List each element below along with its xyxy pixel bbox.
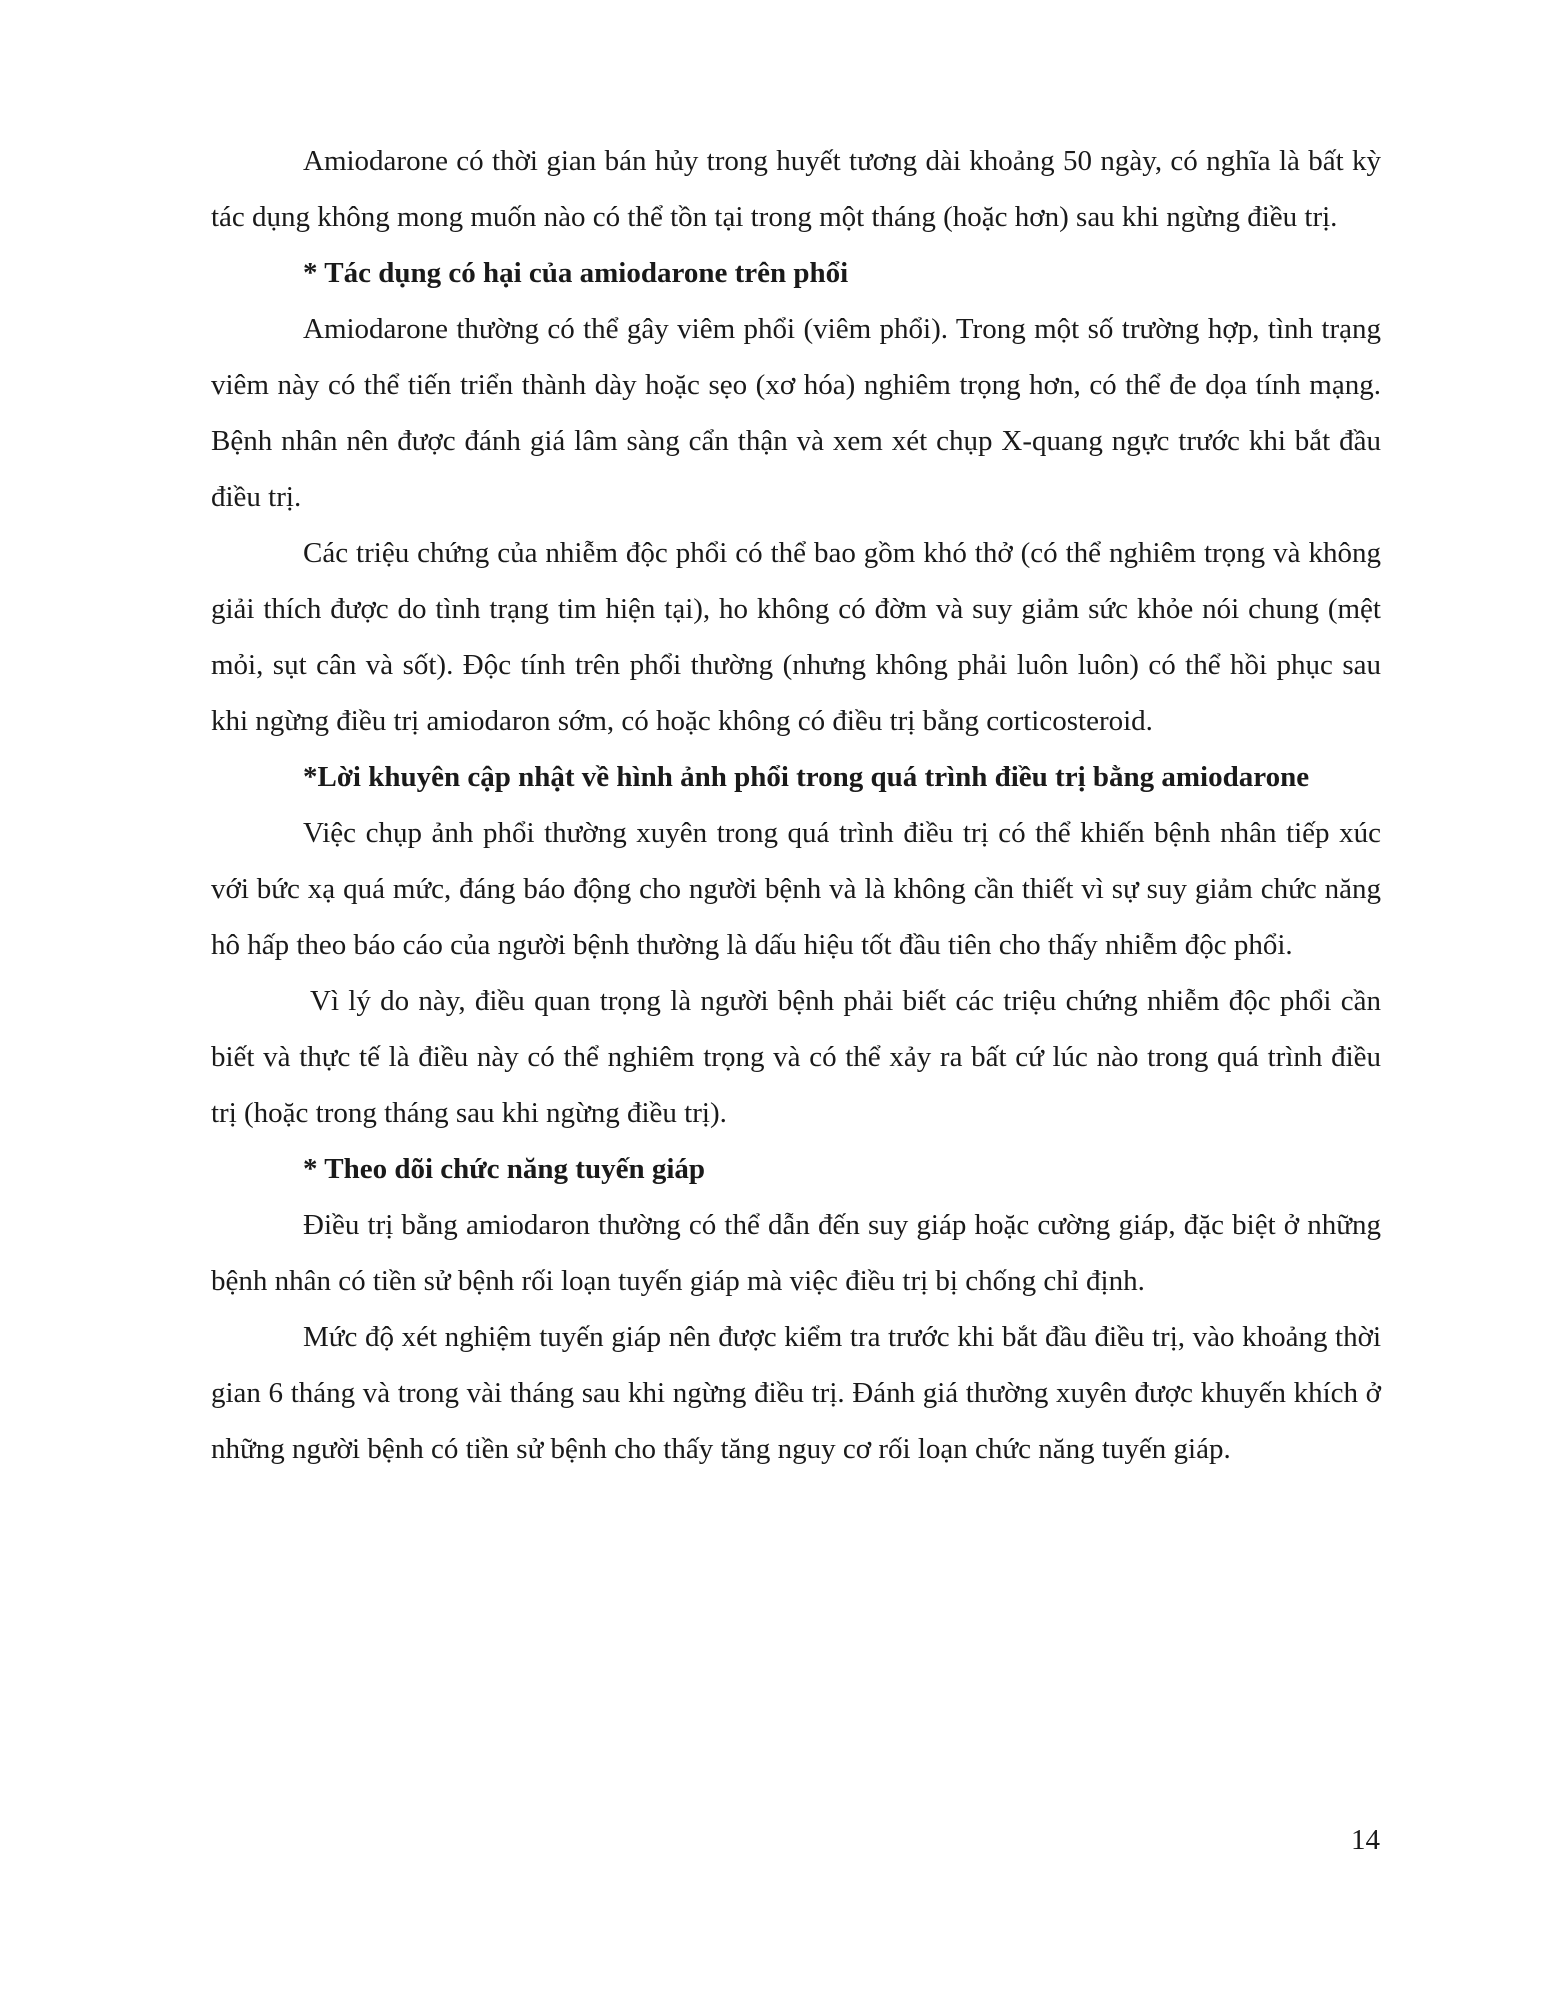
page-number: 14 bbox=[1351, 1824, 1380, 1856]
paragraph-thyroid-testing: Mức độ xét nghiệm tuyến giáp nên được kiểm tra trước khi bắt đầu điều trị, vào khoảng thời gian 6 tháng và trong vài tháng sau khi ngừng điều trị. Đánh giá thường xuyên được khuyến khích ở những người bệnh có tiền sử bệnh cho thấy tăng nguy cơ rối loạn chức năng tuyến giáp. bbox=[211, 1321, 1381, 1465]
page-body bbox=[211, 133, 1381, 1477]
heading-lung-imaging-advice: *Lời khuyên cập nhật về hình ảnh phổi trong quá trình điều trị bằng amiodarone bbox=[303, 761, 1310, 793]
paragraph-lung-imaging: Việc chụp ảnh phổi thường xuyên trong quá trình điều trị có thể khiến bệnh nhân tiếp xúc với bức xạ quá mức, đáng báo động cho người bệnh và là không cần thiết vì sự suy giảm chức năng hô hấp theo báo cáo của người bệnh thường là dấu hiệu tốt đầu tiên cho thấy nhiễm độc phổi. bbox=[211, 817, 1381, 961]
heading-lung-effects: * Tác dụng có hại của amiodarone trên phổi bbox=[303, 257, 849, 289]
paragraph-pneumonitis: Amiodarone thường có thể gây viêm phổi (viêm phổi). Trong một số trường hợp, tình trạng viêm này có thể tiến triển thành dày hoặc sẹo (xơ hóa) nghiêm trọng hơn, có thể đe dọa tính mạng. Bệnh nhân nên được đánh giá lâm sàng cẩn thận và xem xét chụp X-quang ngực trước khi bắt đầu điều trị. bbox=[211, 313, 1381, 513]
paragraph-thyroid-effects: Điều trị bằng amiodaron thường có thể dẫn đến suy giáp hoặc cường giáp, đặc biệt ở những bệnh nhân có tiền sử bệnh rối loạn tuyến giáp mà việc điều trị bị chống chỉ định. bbox=[211, 1209, 1381, 1297]
paragraph-symptom-awareness: Vì lý do này, điều quan trọng là người bệnh phải biết các triệu chứng nhiễm độc phổi cần biết và thực tế là điều này có thể nghiêm trọng và có thể xảy ra bất cứ lúc nào trong quá trình điều trị (hoặc trong tháng sau khi ngừng điều trị). bbox=[211, 985, 1381, 1129]
paragraph-lung-toxicity-symptoms: Các triệu chứng của nhiễm độc phổi có thể bao gồm khó thở (có thể nghiêm trọng và không giải thích được do tình trạng tim hiện tại), ho không có đờm và suy giảm sức khỏe nói chung (mệt mỏi, sụt cân và sốt). Độc tính trên phổi thường (nhưng không phải luôn luôn) có thể hồi phục sau khi ngừng điều trị amiodaron sớm, có hoặc không có điều trị bằng corticosteroid. bbox=[211, 537, 1381, 737]
heading-thyroid-monitoring: * Theo dõi chức năng tuyến giáp bbox=[303, 1153, 706, 1185]
paragraph-half-life: Amiodarone có thời gian bán hủy trong huyết tương dài khoảng 50 ngày, có nghĩa là bất kỳ tác dụng không mong muốn nào có thể tồn tại trong một tháng (hoặc hơn) sau khi ngừng điều trị. bbox=[211, 145, 1381, 233]
